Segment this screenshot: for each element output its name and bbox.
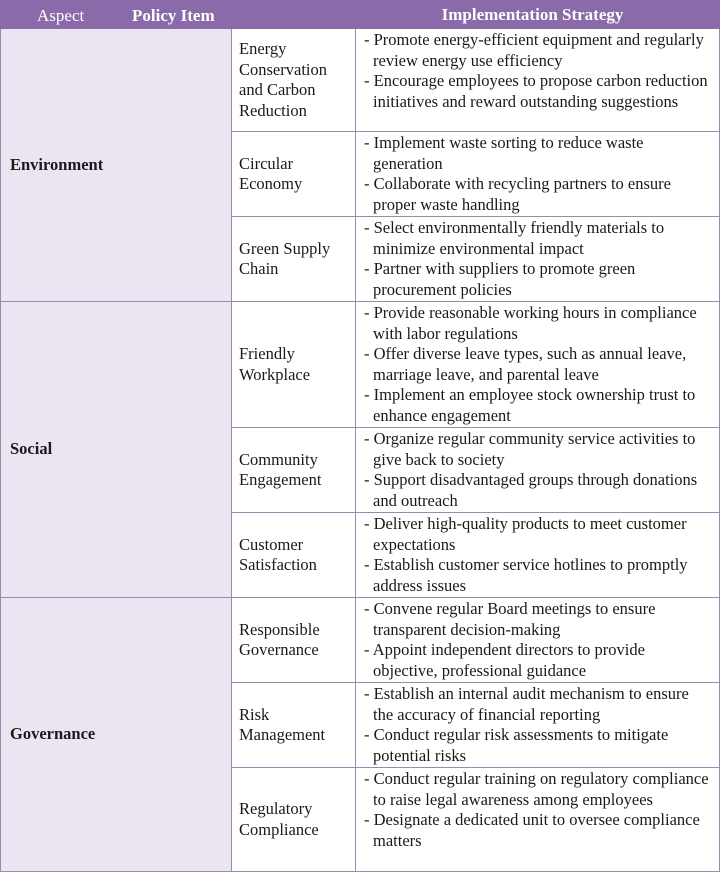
strategy-item: - Offer diverse leave types, such as annual leave, marriage leave, and parental leave (364, 344, 687, 384)
strategy-cell (356, 132, 720, 217)
policy-green-supply-chain: Green Supply Chain (232, 217, 356, 302)
strategy-cell (356, 513, 720, 598)
strategy-item: - Appoint independent directors to provide objective, professional guidance (364, 640, 645, 680)
strategy-cell (356, 29, 720, 132)
strategy-cell (356, 302, 720, 428)
strategy-item: - Convene regular Board meetings to ensure transparent decision-making (364, 599, 656, 639)
strategy-item: - Implement an employee stock ownership trust to enhance engagement (364, 385, 696, 425)
table-row (1, 302, 720, 428)
strategy-cell (356, 683, 720, 768)
strategy-item: - Implement waste sorting to reduce waste generation (364, 133, 644, 173)
policy-community-engagement: Community Engagement (232, 428, 356, 513)
policy-friendly-workplace: Friendly Workplace (232, 302, 356, 428)
strategy-item: - Conduct regular risk assessments to mitigate potential risks (364, 725, 669, 765)
policy-regulatory-compliance: Regulatory Compliance (232, 768, 356, 872)
strategy-item: - Select environmentally friendly materials to minimize environmental impact (364, 218, 665, 258)
strategy-item: - Promote energy-efficient equipment and regularly review energy use efficiency (364, 30, 704, 70)
strategy-item: - Collaborate with recycling partners to ensure proper waste handling (364, 174, 671, 214)
header-implementation-strategy: Implementation Strategy (356, 1, 720, 29)
policy-risk-management: Risk Management (232, 683, 356, 768)
strategy-item: - Provide reasonable working hours in compliance with labor regulations (364, 303, 697, 343)
aspect-governance: Governance (1, 598, 232, 872)
strategy-cell (356, 598, 720, 683)
policy-energy-conservation: Energy Conservation and Carbon Reduction (232, 29, 356, 132)
strategy-cell (356, 217, 720, 302)
strategy-item: - Organize regular community service activities to give back to society (364, 429, 696, 469)
strategy-item: - Conduct regular training on regulatory compliance to raise legal awareness among employees (364, 769, 709, 809)
table-row (1, 29, 720, 132)
policy-customer-satisfaction: Customer Satisfaction (232, 513, 356, 598)
strategy-item: - Establish an internal audit mechanism to ensure the accuracy of financial reporting (364, 684, 689, 724)
header-row (1, 1, 720, 29)
strategy-cell (356, 428, 720, 513)
strategy-cell (356, 768, 720, 872)
strategy-item: - Deliver high-quality products to meet customer expectations (364, 514, 687, 554)
header-aspect: Aspect (37, 6, 85, 25)
table-row (1, 598, 720, 683)
policy-responsible-governance: Responsible Governance (232, 598, 356, 683)
strategy-item: - Encourage employees to propose carbon reduction initiatives and reward outstanding suggestions (364, 71, 708, 111)
policy-circular-economy: Circular Economy (232, 132, 356, 217)
strategy-item: - Establish customer service hotlines to promptly address issues (364, 555, 688, 595)
strategy-item: - Designate a dedicated unit to oversee compliance matters (364, 810, 700, 850)
aspect-social: Social (1, 302, 232, 598)
header-aspect-policy-cell (1, 1, 356, 29)
header-policy-item: Policy Item (132, 6, 215, 25)
strategy-item: - Support disadvantaged groups through donations and outreach (364, 470, 698, 510)
aspect-environment: Environment (1, 29, 232, 302)
strategy-item: - Partner with suppliers to promote green procurement policies (364, 259, 636, 299)
